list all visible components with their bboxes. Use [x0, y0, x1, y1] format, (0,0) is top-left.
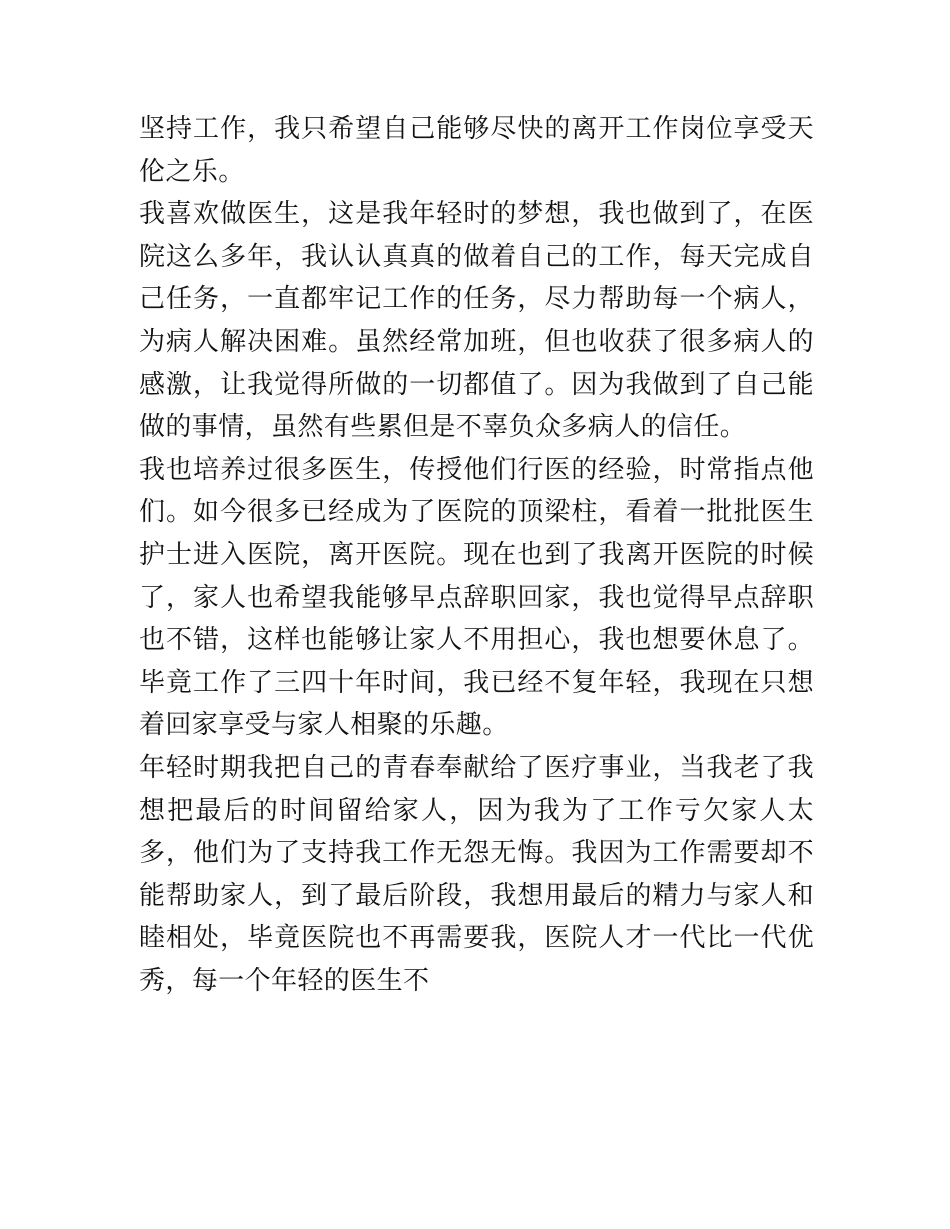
- document-body: [139, 108, 814, 1002]
- paragraph: 我喜欢做医生，这是我年轻时的梦想，我也做到了，在医院这么多年，我认认真真的做着自己的工作，每天完成自己任务，一直都牢记工作的任务，尽力帮助每一个病人，为病人解决困难。虽然经常加班，但也收获了很多病人的感激，让我觉得所做的一切都值了。因为我做到了自己能做的事情，虽然有些累但是不辜负众多病人的信任。: [139, 199, 814, 443]
- paragraph: 我也培养过很多医生，传授他们行医的经验，时常指点他们。如今很多已经成为了医院的顶梁柱，看着一批批医生护士进入医院，离开医院。现在也到了我离开医院的时候了，家人也希望我能够早点辞职回家，我也觉得早点辞职也不错，这样也能够让家人不用担心，我也想要休息了。毕竟工作了三四十年时间，我已经不复年轻，我现在只想着回家享受与家人相聚的乐趣。: [139, 454, 814, 741]
- paragraph: 坚持工作，我只希望自己能够尽快的离开工作岗位享受天伦之乐。: [139, 114, 814, 187]
- paragraph: 年轻时期我把自己的青春奉献给了医疗事业，当我老了我想把最后的时间留给家人，因为我为了工作亏欠家人太多，他们为了支持我工作无怨无悔。我因为工作需要却不能帮助家人，到了最后阶段，我想用最后的精力与家人和睦相处，毕竟医院也不再需要我，医院人才一代比一代优秀，每一个年轻的医生不: [139, 752, 814, 996]
